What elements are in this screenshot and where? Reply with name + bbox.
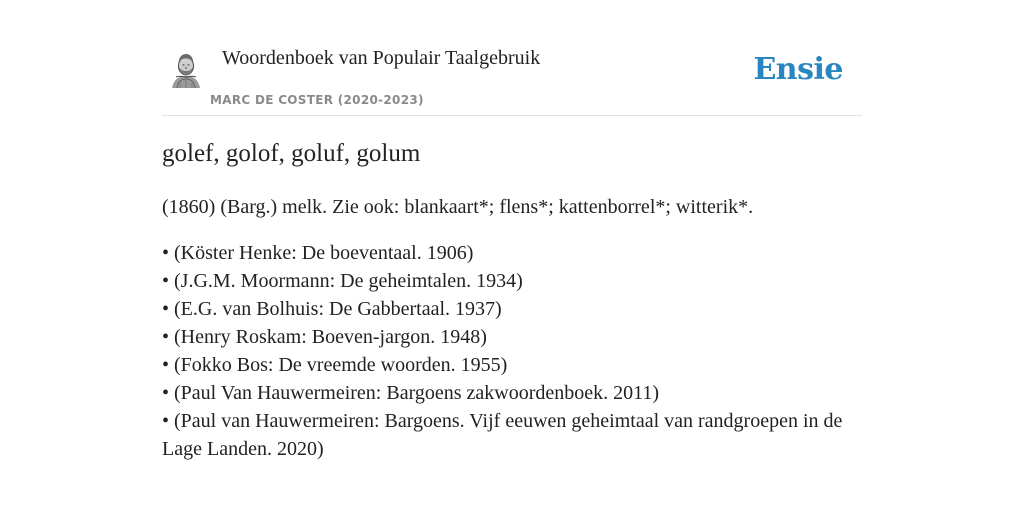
source-item [162, 267, 862, 295]
bullet: • [162, 326, 170, 348]
bullet: • [162, 242, 170, 264]
source-text: (J.G.M. Moormann: De geheimtalen. 1934) [174, 270, 523, 292]
author-name[interactable]: MARC DE COSTER (2020-2023) [210, 93, 424, 107]
source-list [162, 239, 862, 463]
entry-content [162, 136, 862, 463]
book-title[interactable]: Woordenboek van Populair Taalgebruik [222, 47, 541, 69]
source-item [162, 407, 862, 463]
entry-title: golef, golof, goluf, golum [162, 140, 421, 167]
bullet: • [162, 298, 170, 320]
source-text: (E.G. van Bolhuis: De Gabbertaal. 1937) [174, 298, 502, 320]
header [162, 38, 862, 116]
bullet: • [162, 382, 170, 404]
source-item [162, 239, 862, 267]
source-item [162, 351, 862, 379]
source-item [162, 379, 862, 407]
source-text: (Henry Roskam: Boeven-jargon. 1948) [174, 326, 487, 348]
entry-definition: (1860) (Barg.) melk. Zie ook: blankaart*; flens*; kattenborrel*; witterik*. [162, 196, 754, 218]
bullet: • [162, 354, 170, 376]
brand-logo[interactable]: Ensie [753, 52, 843, 87]
bullet: • [162, 410, 170, 432]
source-text: (Paul van Hauwermeiren: Bargoens. Vijf eeuwen geheimtaal van randgroepen in de Lage Landen. 2020) [162, 410, 843, 460]
bullet: • [162, 270, 170, 292]
source-text: (Fokko Bos: De vreemde woorden. 1955) [174, 354, 508, 376]
source-item [162, 295, 862, 323]
source-text: (Paul Van Hauwermeiren: Bargoens zakwoordenboek. 2011) [174, 382, 660, 404]
source-item [162, 323, 862, 351]
author-portrait-icon [168, 50, 204, 90]
source-text: (Köster Henke: De boeventaal. 1906) [174, 242, 474, 264]
